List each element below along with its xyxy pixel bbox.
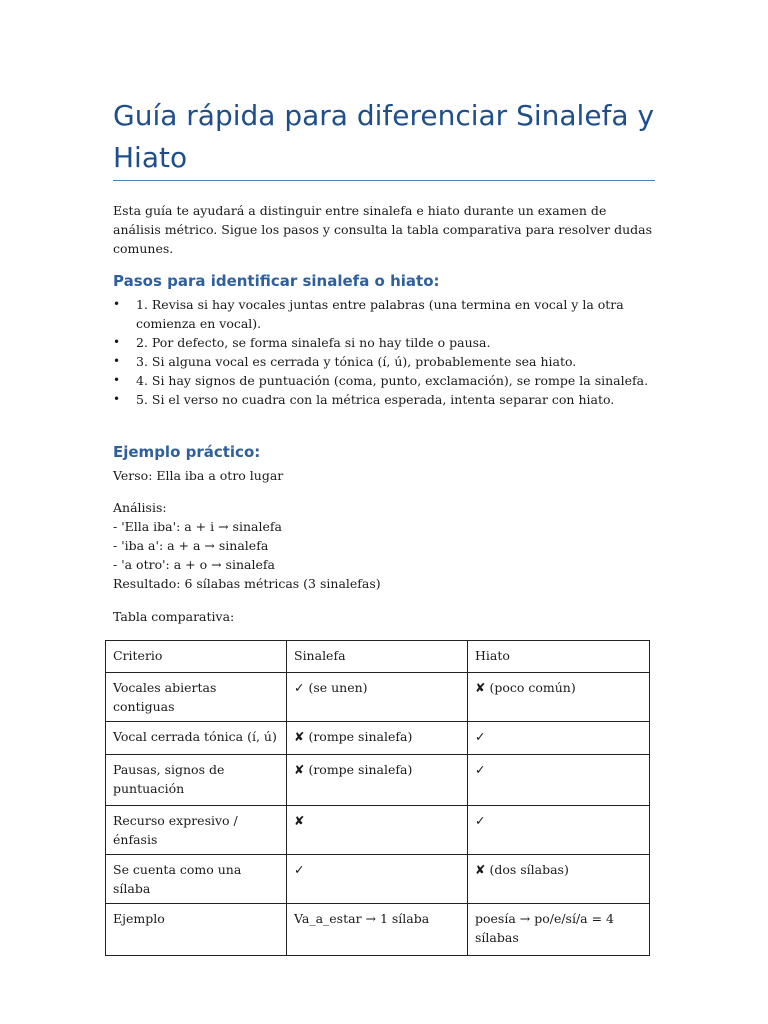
table-cell: ✘ (dos sílabas) — [468, 855, 650, 904]
table-cell: Recurso expresivo / énfasis — [106, 806, 287, 855]
table-cell: Vocales abiertas contiguas — [106, 673, 287, 722]
list-item — [113, 371, 653, 390]
bullet-icon: • — [113, 335, 121, 349]
table-row — [106, 722, 650, 755]
comparison-table — [105, 640, 650, 956]
analysis-line: Resultado: 6 sílabas métricas (3 sinalefas) — [113, 576, 381, 591]
intro-paragraph: Esta guía te ayudará a distinguir entre sinalefa e hiato durante un examen de análisis métrico. Sigue los pasos y consulta la tabla comparativa para resolver dudas comunes. — [113, 203, 653, 256]
verse-line: Verso: Ella iba a otro lugar — [113, 468, 284, 483]
table-cell: ✘ (rompe sinalefa) — [287, 722, 468, 755]
steps-list — [113, 295, 653, 409]
table-row — [106, 755, 650, 806]
table-header-row — [106, 641, 650, 673]
list-item — [113, 333, 653, 352]
analysis-line: - 'iba a': a + a → sinalefa — [113, 538, 269, 553]
table-cell: ✓ — [468, 806, 650, 855]
table-cell: Pausas, signos de puntuación — [106, 755, 287, 806]
analysis-line: Análisis: — [113, 500, 167, 515]
table-cell: Se cuenta como una sílaba — [106, 855, 287, 904]
header-cell: Hiato — [468, 641, 650, 673]
table-cell: ✘ — [287, 806, 468, 855]
list-item — [113, 352, 653, 371]
table-row — [106, 806, 650, 855]
table-cell: poesía → po/e/sí/a = 4 sílabas — [468, 904, 650, 956]
table-row — [106, 673, 650, 722]
list-item — [113, 295, 653, 333]
header-cell: Criterio — [106, 641, 287, 673]
table-cell: ✓ (se unen) — [287, 673, 468, 722]
bullet-icon: • — [113, 297, 121, 311]
table-row — [106, 904, 650, 956]
example-heading: Ejemplo práctico: — [113, 443, 261, 461]
table-cell: Ejemplo — [106, 904, 287, 956]
step-text: 3. Si alguna vocal es cerrada y tónica (í, ú), probablemente sea hiato. — [136, 354, 577, 369]
steps-heading: Pasos para identificar sinalefa o hiato: — [113, 272, 440, 290]
analysis-line: - 'Ella iba': a + i → sinalefa — [113, 519, 282, 534]
table-cell: ✓ — [468, 755, 650, 806]
header-cell: Sinalefa — [287, 641, 468, 673]
step-text: 4. Si hay signos de puntuación (coma, punto, exclamación), se rompe la sinalefa. — [136, 373, 649, 388]
step-text: 1. Revisa si hay vocales juntas entre palabras (una termina en vocal y la otra comienza en vocal). — [136, 297, 624, 331]
table-cell: Va_a_estar → 1 sílaba — [287, 904, 468, 956]
list-item — [113, 390, 653, 409]
bullet-icon: • — [113, 354, 121, 368]
table-cell: ✘ (rompe sinalefa) — [287, 755, 468, 806]
bullet-icon: • — [113, 392, 121, 406]
analysis-block — [113, 498, 381, 593]
table-cell: Vocal cerrada tónica (í, ú) — [106, 722, 287, 755]
title-underline — [113, 180, 655, 181]
table-cell: ✘ (poco común) — [468, 673, 650, 722]
analysis-line: - 'a otro': a + o → sinalefa — [113, 557, 275, 572]
step-text: 5. Si el verso no cuadra con la métrica esperada, intenta separar con hiato. — [136, 392, 615, 407]
document-title: Guía rápida para diferenciar Sinalefa y Hiato — [113, 99, 655, 174]
step-text: 2. Por defecto, se forma sinalefa si no hay tilde o pausa. — [136, 335, 491, 350]
table-cell: ✓ — [468, 722, 650, 755]
bullet-icon: • — [113, 373, 121, 387]
table-row — [106, 855, 650, 904]
table-cell: ✓ — [287, 855, 468, 904]
table-caption: Tabla comparativa: — [113, 609, 235, 624]
